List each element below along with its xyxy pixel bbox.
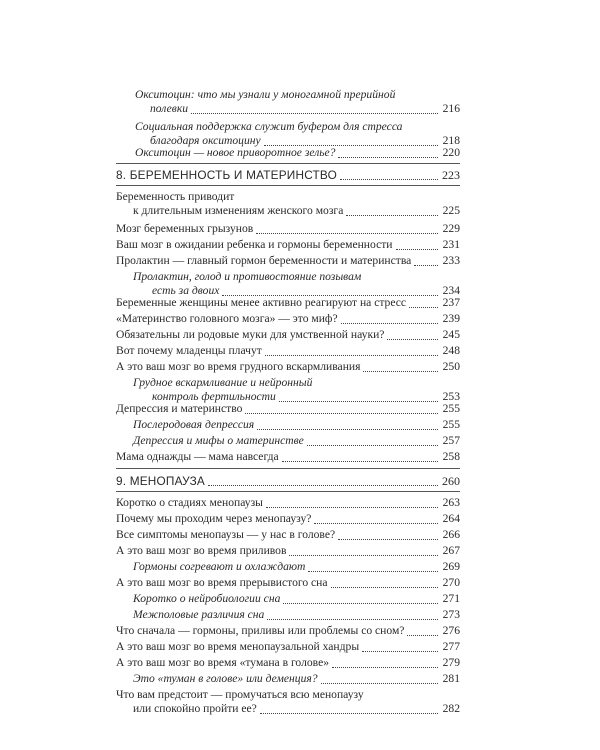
page-number: 255	[442, 418, 460, 431]
toc-entry-text: Социальная поддержка служит буфером для стресса	[135, 120, 403, 133]
page-number: 255	[442, 402, 460, 415]
toc-entry-text: Окситоцин: что мы узнали у моногамной прерийной	[135, 88, 396, 101]
toc-entry-text: Вот почему младенцы плачут	[116, 344, 262, 357]
page-number: 260	[442, 474, 460, 488]
chapter-divider	[116, 491, 460, 492]
toc-entry-text: Межполовые различия сна	[133, 608, 265, 621]
page-number: 282	[442, 702, 460, 715]
page-number: 218	[442, 134, 460, 147]
toc-entry-text: Коротко о нейробиологии сна	[133, 592, 281, 605]
toc-entry-text: благодаря окситоцину	[150, 134, 261, 147]
page-number: 223	[442, 168, 460, 182]
toc-entry-text: или спокойно пройти ее?	[133, 702, 257, 715]
chapter-title: 8. БЕРЕМЕННОСТЬ И МАТЕРИНСТВО	[116, 168, 337, 182]
toc-entry-text: Что сначала — гормоны, приливы или проблемы со сном?	[116, 624, 405, 637]
page-number: 257	[442, 434, 460, 447]
chapter-divider	[116, 185, 460, 186]
toc-entry-text: Окситоцин — новое приворотное зелье?	[135, 146, 336, 159]
page-number: 277	[442, 640, 460, 653]
toc-entry-text: Это «туман в голове» или деменция?	[133, 672, 318, 685]
section-divider	[116, 468, 460, 469]
page-number: 267	[442, 544, 460, 557]
toc-entry-text: А это ваш мозг во время прерывистого сна	[116, 576, 328, 589]
page-number: 276	[442, 624, 460, 637]
page-number: 258	[442, 450, 460, 463]
toc-entry-text: Беременность приводит	[116, 190, 235, 203]
page-number: 253	[442, 390, 460, 403]
toc-entry-text: Коротко о стадиях менопаузы	[116, 496, 263, 509]
toc-entry-text: Беременные женщины менее активно реагируют на стресс	[116, 296, 407, 309]
toc-entry-text: А это ваш мозг во время грудного вскармливания	[116, 360, 361, 373]
page-number: 216	[442, 102, 460, 115]
toc-entry-text: Пролактин, голод и противостояние позывам	[133, 270, 362, 283]
page-number: 264	[442, 512, 460, 525]
toc-entry-text: Пролактин — главный гормон беременности и материнства	[116, 254, 412, 267]
toc-entry-text: к длительным изменениям женского мозга	[133, 204, 344, 217]
toc-entry-text: Депрессия и материнство	[116, 402, 243, 415]
page-number: 273	[442, 608, 460, 621]
page-number: 271	[442, 592, 460, 605]
page-number: 270	[442, 576, 460, 589]
toc-entry-text: контроль фертильности	[152, 390, 276, 403]
page-number: 229	[442, 222, 460, 235]
toc-entry-text: А это ваш мозг во время менопаузальной хандры	[116, 640, 360, 653]
page-number: 234	[442, 284, 460, 297]
toc-entry-text: Мозг беременных грызунов	[116, 222, 254, 235]
toc-entry-text: Что вам предстоит — промучаться всю менопаузу	[116, 688, 364, 701]
toc-entry-text: Гормоны согревают и охлаждают	[133, 560, 306, 573]
toc-entry-text: Почему мы проходим через менопаузу?	[116, 512, 312, 525]
page-number: 266	[442, 528, 460, 541]
page-number: 237	[442, 296, 460, 309]
page-number: 279	[442, 656, 460, 669]
toc-entry-text: Грудное вскармливание и нейронный	[133, 376, 313, 389]
toc-entry-text: Мама однажды — мама навсегда	[116, 450, 279, 463]
page-number: 250	[442, 360, 460, 373]
page-number: 248	[442, 344, 460, 357]
toc-entry-text: Ваш мозг в ожидании ребенка и гормоны беременности	[116, 238, 393, 251]
page-number: 231	[442, 238, 460, 251]
toc-entry-text: Послеродовая депрессия	[133, 418, 255, 431]
page-number: 239	[442, 312, 460, 325]
section-divider	[116, 163, 460, 164]
page-number: 220	[442, 146, 460, 159]
toc-entry-text: А это ваш мозг во время «тумана в голове»	[116, 656, 330, 669]
toc-entry-text: полевки	[150, 102, 189, 115]
toc-entry-text: А это ваш мозг во время приливов	[116, 544, 287, 557]
toc-entry-text: Все симптомы менопаузы — у нас в голове?	[116, 528, 336, 541]
toc-entry-text: Депрессия и мифы о материнстве	[133, 434, 304, 447]
page-number: 245	[442, 328, 460, 341]
chapter-title: 9. МЕНОПАУЗА	[116, 474, 205, 488]
toc-entry-text: «Материнство головного мозга» — это миф?	[116, 312, 338, 325]
page-number: 225	[442, 204, 460, 217]
toc-entry-text: есть за двоих	[152, 284, 220, 297]
page-number: 263	[442, 496, 460, 509]
page-number: 281	[442, 672, 460, 685]
page-number: 269	[442, 560, 460, 573]
page-number: 233	[442, 254, 460, 267]
toc-entry-text: Обязательны ли родовые муки для умственной науки?	[116, 328, 385, 341]
